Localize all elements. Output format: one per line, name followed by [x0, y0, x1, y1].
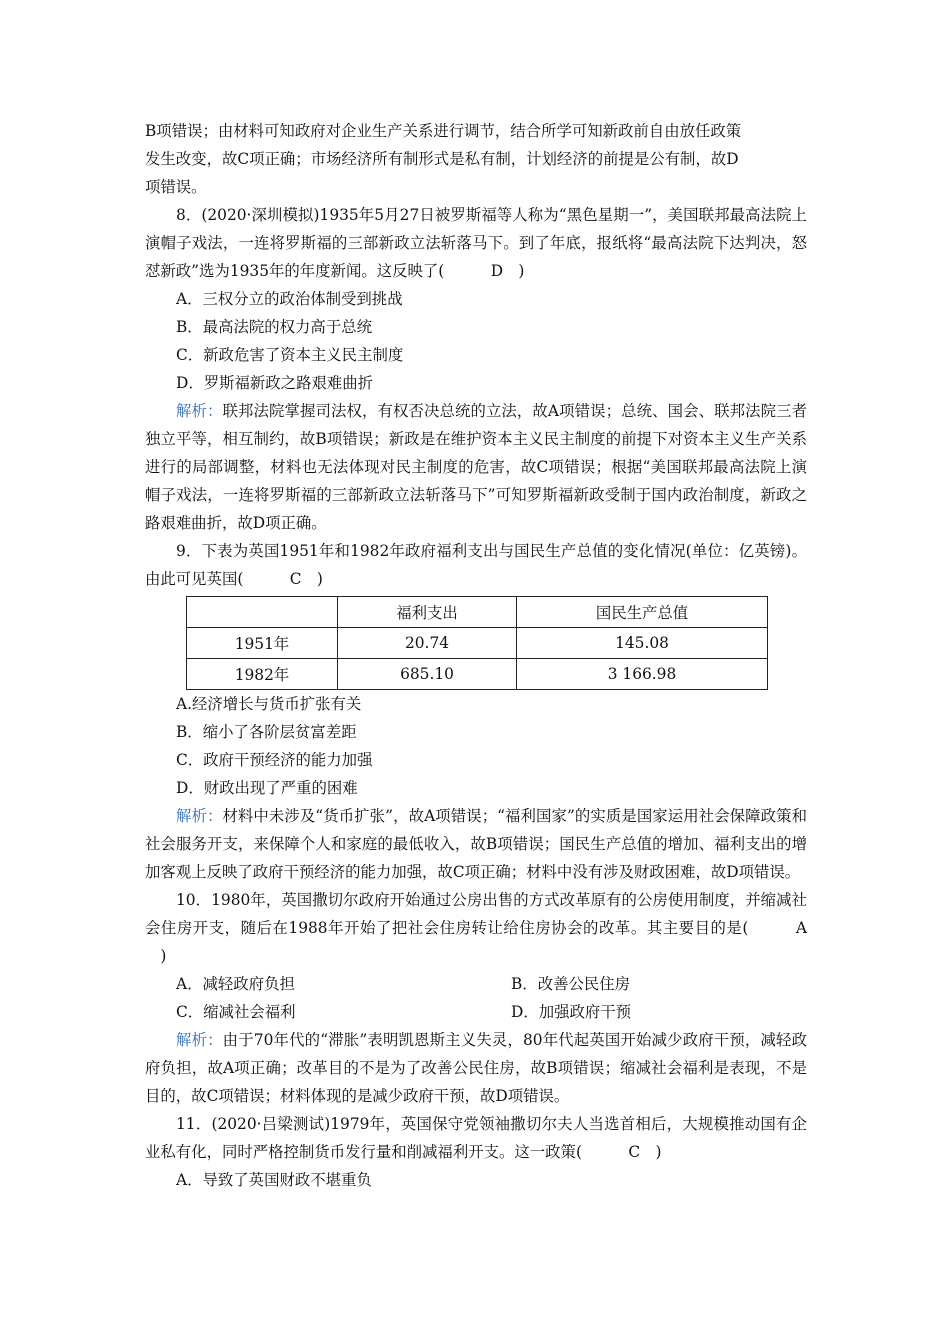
- table-cell: 3 166.98: [517, 659, 768, 690]
- question-8-text: 8．(2020·深圳模拟)1935年5月27日被罗斯福等人称为“黑色星期一”，美国联邦最高法院上演帽子戏法，一连将罗斯福的三部新政立法斩落马下。到了年底，报纸将“最高法院下达判决，怒怼新政”选为1935年的年度新闻。这反映了(: [145, 206, 807, 280]
- question-10-option-b: B．改善公民住房: [511, 975, 631, 993]
- question-10-analysis: [145, 1026, 807, 1110]
- analysis-label: 解析：: [176, 1031, 223, 1049]
- table-header-cell: 国民生产总值: [517, 597, 768, 628]
- question-10-options-row-2: [176, 998, 807, 1026]
- question-10-stem: [145, 886, 807, 970]
- question-11-stem: [145, 1110, 807, 1166]
- question-9-analysis: [145, 802, 807, 886]
- document-page: [145, 117, 807, 1194]
- table-cell: 685.10: [338, 659, 517, 690]
- table-cell: 20.74: [338, 628, 517, 659]
- prev-analysis-line-3: 项错误。: [145, 178, 207, 196]
- question-8-option-a: A．三权分立的政治体制受到挑战: [176, 290, 403, 308]
- table-cell: 145.08: [517, 628, 768, 659]
- question-11-text: 11．(2020·吕梁测试)1979年，英国保守党领袖撒切尔夫人当选首相后，大规模推动国有企业私有化，同时严格控制货币发行量和削减福利开支。这一政策(: [145, 1115, 807, 1161]
- question-8-answer: D: [490, 262, 504, 280]
- question-8-analysis: [145, 397, 807, 537]
- question-9-option-b: B．缩小了各阶层贫富差距: [176, 723, 357, 741]
- question-9-option-a: A.经济增长与货币扩张有关: [176, 695, 362, 713]
- prev-analysis-line-2: 发生改变，故C项正确；市场经济所有制形式是私有制，计划经济的前提是公有制，故D: [145, 150, 739, 168]
- question-8-close: ): [503, 262, 525, 280]
- question-9-option-d: D．财政出现了严重的困难: [176, 779, 358, 797]
- welfare-gnp-table: [186, 596, 768, 690]
- question-9-stem: [145, 537, 807, 593]
- question-8-option-c: C．新政危害了资本主义民主制度: [176, 346, 404, 364]
- question-10-answer: A: [795, 919, 807, 937]
- table-row: [187, 659, 768, 690]
- question-10-option-d: D．加强政府干预: [511, 1003, 632, 1021]
- question-9-text: 9．下表为英国1951年和1982年政府福利支出与国民生产总值的变化情况(单位：亿英镑)。由此可见英国(: [145, 542, 807, 588]
- prev-analysis-line-1: B项错误；由材料可知政府对企业生产关系进行调节，结合所学可知新政前自由放任政策: [145, 122, 742, 140]
- question-9-option-c: C．政府干预经济的能力加强: [176, 751, 373, 769]
- analysis-label: 解析：: [176, 807, 223, 825]
- question-8-option-b: B．最高法院的权力高于总统: [176, 318, 372, 336]
- question-9-analysis-text: 材料中未涉及“货币扩张”，故A项错误；“福利国家”的实质是国家运用社会保障政策和社会服务开支，来保障个人和家庭的最低收入，故B项错误；国民生产总值的增加、福利支出的增加客观上反映了政府干预经济的能力加强，故C项正确；材料中没有涉及财政困难，故D项错误。: [145, 807, 807, 881]
- question-8-stem: [145, 201, 807, 285]
- question-11-close: ): [640, 1143, 662, 1161]
- question-8-option-d: D．罗斯福新政之路艰难曲折: [176, 374, 374, 392]
- question-8-analysis-text: 联邦法院掌握司法权，有权否决总统的立法，故A项错误；总统、国会、联邦法院三者独立平等，相互制约，故B项错误；新政是在维护资本主义民主制度的前提下对资本主义生产关系进行的局部调整，材料也无法体现对民主制度的危害，故C项错误；根据“美国联邦最高法院上演帽子戏法，一连将罗斯福的三部新政立法斩落马下”可知罗斯福新政受制于国内政治制度，新政之路艰难曲折，故D项正确。: [145, 402, 807, 532]
- question-11-answer: C: [628, 1143, 641, 1161]
- table-header-cell: 福利支出: [338, 597, 517, 628]
- analysis-label: 解析：: [176, 402, 223, 420]
- table-row: [187, 628, 768, 659]
- question-10-option-a: A．减轻政府负担: [176, 975, 295, 993]
- question-10-text: 10．1980年，英国撒切尔政府开始通过公房出售的方式改革原有的公房使用制度，并缩减社会住房开支，随后在1988年开始了把社会住房转让给住房协会的改革。其主要目的是(: [145, 891, 807, 937]
- question-10-close: ): [145, 947, 167, 965]
- table-cell: 1982年: [187, 659, 338, 690]
- table-header-cell: [187, 597, 338, 628]
- question-9-answer: C: [289, 570, 302, 588]
- question-9-close: ): [301, 570, 323, 588]
- question-10-analysis-text: 由于70年代的“滞胀”表明凯恩斯主义失灵，80年代起英国开始减少政府干预，减轻政府负担，故A项正确；改革目的不是为了改善公民住房，故B项错误；缩减社会福利是表现，不是目的，故C项错误；材料体现的是减少政府干预，故D项错误。: [145, 1031, 807, 1105]
- question-10-options-row-1: [176, 970, 807, 998]
- question-10-option-c: C．缩减社会福利: [176, 1003, 296, 1021]
- table-cell: 1951年: [187, 628, 338, 659]
- question-11-option-a: A．导致了英国财政不堪重负: [176, 1171, 372, 1189]
- table-header-row: [187, 597, 768, 628]
